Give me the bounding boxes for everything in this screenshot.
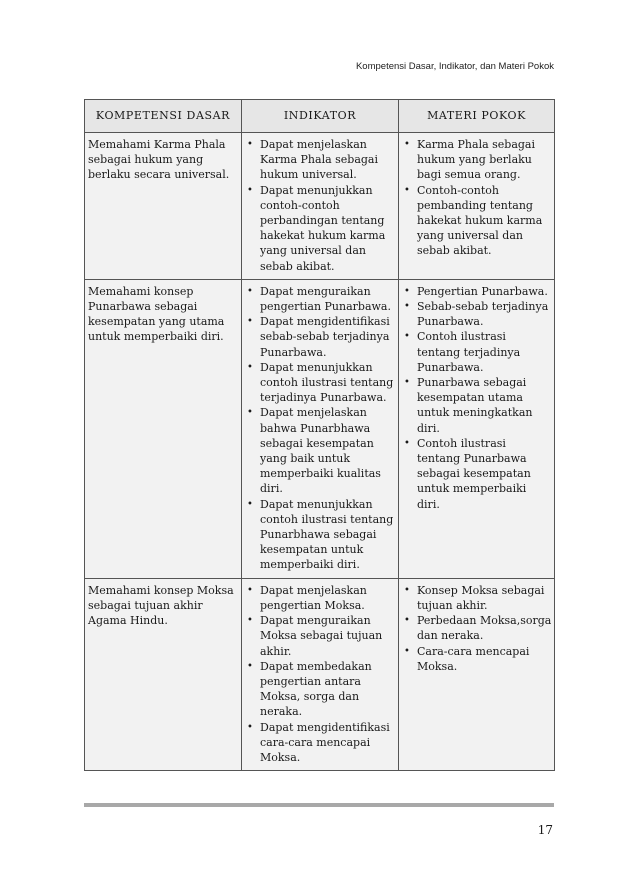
bullet-icon: • <box>404 184 410 196</box>
materi-cell <box>399 578 555 770</box>
kompetensi-cell: Memahami Karma Phala sebagai hukum yang berlaku secara universal. <box>85 133 242 280</box>
bullet-icon: • <box>404 285 410 297</box>
bullet-icon: • <box>404 615 410 627</box>
bullet-icon: • <box>404 437 410 449</box>
list-item: • Perbedaan Moksa,sorga dan neraka. <box>404 614 552 643</box>
indikator-cell <box>242 133 399 280</box>
running-header: Kompetensi Dasar, Indikator, dan Materi Pokok <box>355 61 554 72</box>
materi-list <box>402 137 552 259</box>
list-item: • Pengertian Punarbawa. <box>404 284 548 298</box>
column-header-materi: MATERI POKOK <box>399 100 555 133</box>
bullet-icon: • <box>247 660 253 672</box>
list-item: • Contoh ilustrasi tentang Punarbawa sebagai kesempatan untuk memperbaiki diri. <box>404 436 531 511</box>
table-header-row <box>85 100 555 133</box>
page-number: 17 <box>537 823 553 837</box>
competency-table <box>84 99 555 771</box>
bullet-icon: • <box>247 139 253 150</box>
list-item: • Dapat menjelaskan bahwa Punarbhawa sebagai kesempatan yang baik untuk memperbaiki kualitas diri. <box>247 406 381 496</box>
list-item: • Punarbawa sebagai kesempatan utama untuk meningkatkan diri. <box>404 376 533 435</box>
column-header-indikator: INDIKATOR <box>242 100 399 133</box>
list-item: • Contoh ilustrasi tentang terjadinya Punarbawa. <box>404 330 521 374</box>
list-item: • Konsep Moksa sebagai tujuan akhir. <box>404 583 545 612</box>
column-header-kompetensi: KOMPETENSI DASAR <box>85 100 242 133</box>
list-item: • Dapat menunjukkan contoh ilustrasi tentang Punarbhawa sebagai kesempatan untuk memperbaiki diri. <box>247 497 394 572</box>
list-item: • Dapat menguraikan pengertian Punarbawa. <box>247 284 391 314</box>
bullet-icon: • <box>247 316 253 328</box>
bullet-icon: • <box>247 721 253 733</box>
indikator-list <box>245 137 396 274</box>
list-item: • Dapat menunjukkan contoh ilustrasi tentang terjadinya Punarbawa. <box>247 360 394 405</box>
bullet-icon: • <box>247 285 253 297</box>
table-row <box>85 578 555 770</box>
bullet-icon: • <box>247 184 253 196</box>
bullet-icon: • <box>404 377 410 389</box>
kompetensi-cell: Memahami konsep Moksa sebagai tujuan akhir Agama Hindu. <box>85 578 242 770</box>
bullet-icon: • <box>247 498 253 510</box>
list-item: • Dapat mengidentifikasi cara-cara mencapai Moksa. <box>247 720 390 764</box>
table-row <box>85 279 555 578</box>
list-item: • Sebab-sebab terjadinya Punarbawa. <box>404 300 549 329</box>
bullet-icon: • <box>247 584 253 596</box>
materi-list <box>402 583 552 674</box>
list-item: • Dapat menjelaskan pengertian Moksa. <box>247 583 367 612</box>
bullet-icon: • <box>404 301 410 313</box>
list-item: • Dapat menjelaskan Karma Phala sebagai hukum universal. <box>247 138 379 182</box>
kompetensi-cell: Memahami konsep Punarbawa sebagai kesempatan yang utama untuk memperbaiki diri. <box>85 279 242 578</box>
bullet-icon: • <box>247 407 253 419</box>
bullet-icon: • <box>404 139 410 150</box>
bullet-icon: • <box>404 584 410 596</box>
list-item: • Dapat menunjukkan contoh-contoh perbandingan tentang hakekat hukum karma yang universal dan sebab akibat. <box>247 183 386 273</box>
materi-cell <box>399 279 555 578</box>
bullet-icon: • <box>247 361 253 373</box>
footer-divider <box>84 803 554 807</box>
list-item: • Dapat menguraikan Moksa sebagai tujuan akhir. <box>247 614 383 658</box>
list-item: • Karma Phala sebagai hukum yang berlaku bagi semua orang. <box>404 138 536 182</box>
materi-cell <box>399 133 555 280</box>
indikator-cell <box>242 578 399 770</box>
table-row <box>85 133 555 280</box>
list-item: • Cara-cara mencapai Moksa. <box>404 644 530 673</box>
indikator-cell <box>242 279 399 578</box>
indikator-list <box>245 583 396 765</box>
list-item: • Dapat membedakan pengertian antara Moksa, sorga dan neraka. <box>247 659 372 719</box>
list-item: • Contoh-contoh pembanding tentang hakekat hukum karma yang universal dan sebab akibat. <box>404 183 543 258</box>
bullet-icon: • <box>247 615 253 627</box>
indikator-list <box>245 284 396 573</box>
bullet-icon: • <box>404 645 410 657</box>
list-item: • Dapat mengidentifikasi sebab-sebab terjadinya Punarbawa. <box>247 315 390 359</box>
materi-list <box>402 284 552 512</box>
bullet-icon: • <box>404 331 410 343</box>
